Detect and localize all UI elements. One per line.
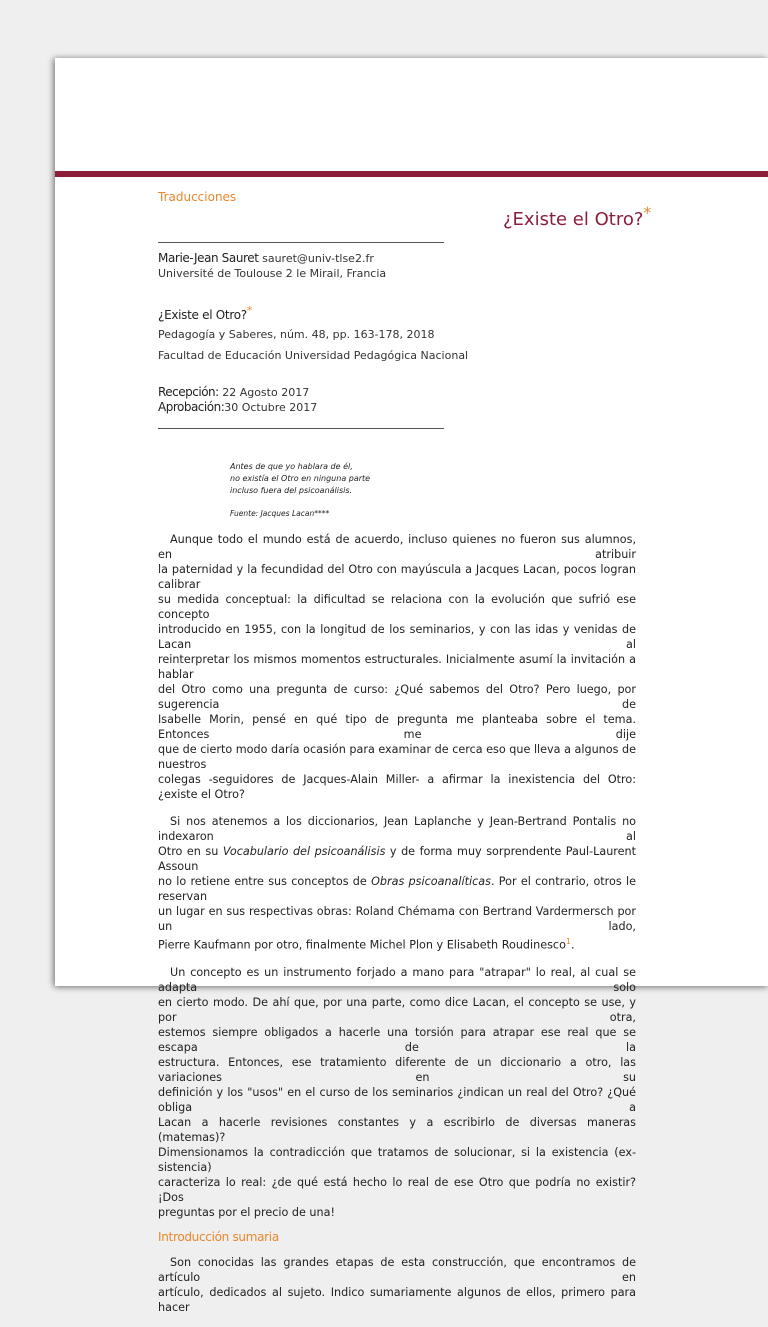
text-line: su medida conceptual: la dificultad se relaciona con la evolución que sufrió ese concepto [158, 593, 636, 621]
text-line: introducido en 1955, con la longitud de los seminarios, y con las idas y venidas de Lacan al [158, 623, 636, 651]
text-line: Si nos atenemos a los diccionarios, Jean Laplanche y Jean-Bertrand Pontalis no indexaron al [158, 815, 636, 843]
text-run: y de forma muy sorprendente Paul-Laurent Assoun [158, 845, 636, 873]
document-page [55, 58, 768, 1315]
page-title-text: ¿Existe el Otro? [503, 209, 644, 230]
text-line: Un concepto es un instrumento forjado a mano para "atrapar" lo real, al cual se adapta solo [158, 965, 636, 994]
publisher: Facultad de Educación Universidad Pedagógica Nacional [158, 349, 469, 362]
text-run: Otro en su [158, 845, 223, 858]
epigraph-source: Fuente: Jacques Lacan**** [230, 509, 330, 518]
text-line: estructura. Entonces, ese tratamiento diferente de un diccionario a otro, las variaciones en su [158, 1055, 636, 1084]
text-line [158, 874, 636, 904]
article-footnote-mark: * [246, 304, 253, 317]
received-date: 22 Agosto 2017 [222, 386, 310, 399]
text-line: del Otro como una pregunta de curso: ¿Qué sabemos del Otro? Pero luego, por sugerencia de [158, 683, 636, 711]
author-name: Marie-Jean Sauret [158, 251, 259, 265]
text-line: estemos siempre obligados a hacerle una torsión para atrapar ese real que se escapa de la [158, 1025, 636, 1054]
footnote-link[interactable]: 1 [565, 937, 572, 946]
title-footnote-mark: * [643, 203, 652, 222]
author-affiliation: Université de Toulouse 2 le Mirail, Francia [158, 267, 387, 280]
text-line: Son conocidas las grandes etapas de esta construcción, que encontramos de artículo en [158, 1256, 636, 1285]
book-title: Vocabulario del psicoanálisis [222, 845, 386, 858]
text-run: . [571, 938, 575, 952]
section-label: Traducciones [158, 190, 237, 204]
text-line [158, 844, 636, 874]
text-line: definición y los "usos" en el curso de los seminarios ¿indican un real del Otro? ¿Qué obliga a [158, 1085, 636, 1114]
text-line: caracteriza lo real: ¿de qué está hecho lo real de ese Otro que podría no existir? ¡Dos [158, 1175, 636, 1204]
text-line: Aunque todo el mundo está de acuerdo, incluso quienes no fueron sus alumnos, en atribuir [158, 533, 636, 561]
received-label: Recepción: [158, 385, 219, 399]
subheading: Introducción sumaria [158, 1229, 279, 1244]
text-line: un lugar en sus respectivas obras: Roland Chémama con Bertrand Vardermersch por un lado, [158, 905, 636, 933]
article-title-text: ¿Existe el Otro? [158, 308, 247, 322]
book-title: Obras psicoanalíticas [371, 875, 491, 888]
page-title [503, 203, 651, 230]
text-run: no lo retiene entre sus conceptos de [158, 875, 372, 888]
publication-info [158, 324, 468, 366]
epigraph-line: no existía el Otro en ninguna parte [230, 474, 371, 483]
text-line: la paternidad y la fecundidad del Otro con mayúscula a Jacques Lacan, pocos logran calibrar [158, 563, 636, 591]
text-line: Dimensionamos la contradicción que tratamos de solucionar, si la existencia (ex-sistencia) [158, 1145, 636, 1174]
article-body [158, 532, 636, 1327]
epigraph-line: Antes de que yo hablara de él, [230, 462, 353, 471]
divider-bottom [158, 428, 444, 429]
dates-block [158, 385, 317, 415]
epigraph [230, 461, 370, 518]
journal-citation: Pedagogía y Saberes, núm. 48, pp. 163-178, 2018 [158, 328, 435, 341]
text-line: Isabelle Morin, pensé en qué tipo de pregunta me planteaba sobre el tema. Entonces me dije [158, 713, 636, 741]
approved-label: Aprobación: [158, 400, 225, 414]
approved-date: 30 Octubre 2017 [224, 401, 318, 414]
text-line: en cierto modo. De ahí que, por una parte, como dice Lacan, el concepto se use, y por otra, [158, 995, 636, 1024]
text-line: preguntas por el precio de una! [158, 1205, 335, 1219]
text-run: . Por el contrario, otros le reservan [158, 875, 636, 903]
author-block [158, 251, 386, 281]
text-run: Pierre Kaufmann por otro, finalmente Michel Plon y Elisabeth Roudinesco [158, 938, 566, 952]
epigraph-line: incluso fuera del psicoanálisis. [230, 486, 353, 495]
paragraph-1 [158, 532, 636, 802]
text-line: que de cierto modo daría ocasión para examinar de cerca eso que lleva a algunos de nuestros [158, 743, 636, 771]
text-line [158, 934, 636, 953]
paragraph-4 [158, 1255, 636, 1315]
text-line: artículo, dedicados al sujeto. Indico sumariamente algunos de ellos, primero para hacer [158, 1286, 636, 1315]
article-title [158, 304, 252, 322]
header-rule [55, 171, 768, 177]
paragraph-3 [158, 965, 636, 1220]
text-line: reinterpretar los mismos momentos estructurales. Inicialmente asumí la invitación a hablar [158, 653, 636, 681]
text-line: colegas -seguidores de Jacques-Alain Miller- a afirmar la inexistencia del Otro: ¿existe el Otro? [158, 773, 636, 801]
divider-top [158, 242, 444, 243]
paragraph-2 [158, 814, 636, 953]
author-email: sauret@univ-tlse2.fr [262, 252, 374, 265]
text-line: Lacan a hacerle revisiones constantes y a escribirlo de diversas maneras (matemas)? [158, 1115, 636, 1144]
